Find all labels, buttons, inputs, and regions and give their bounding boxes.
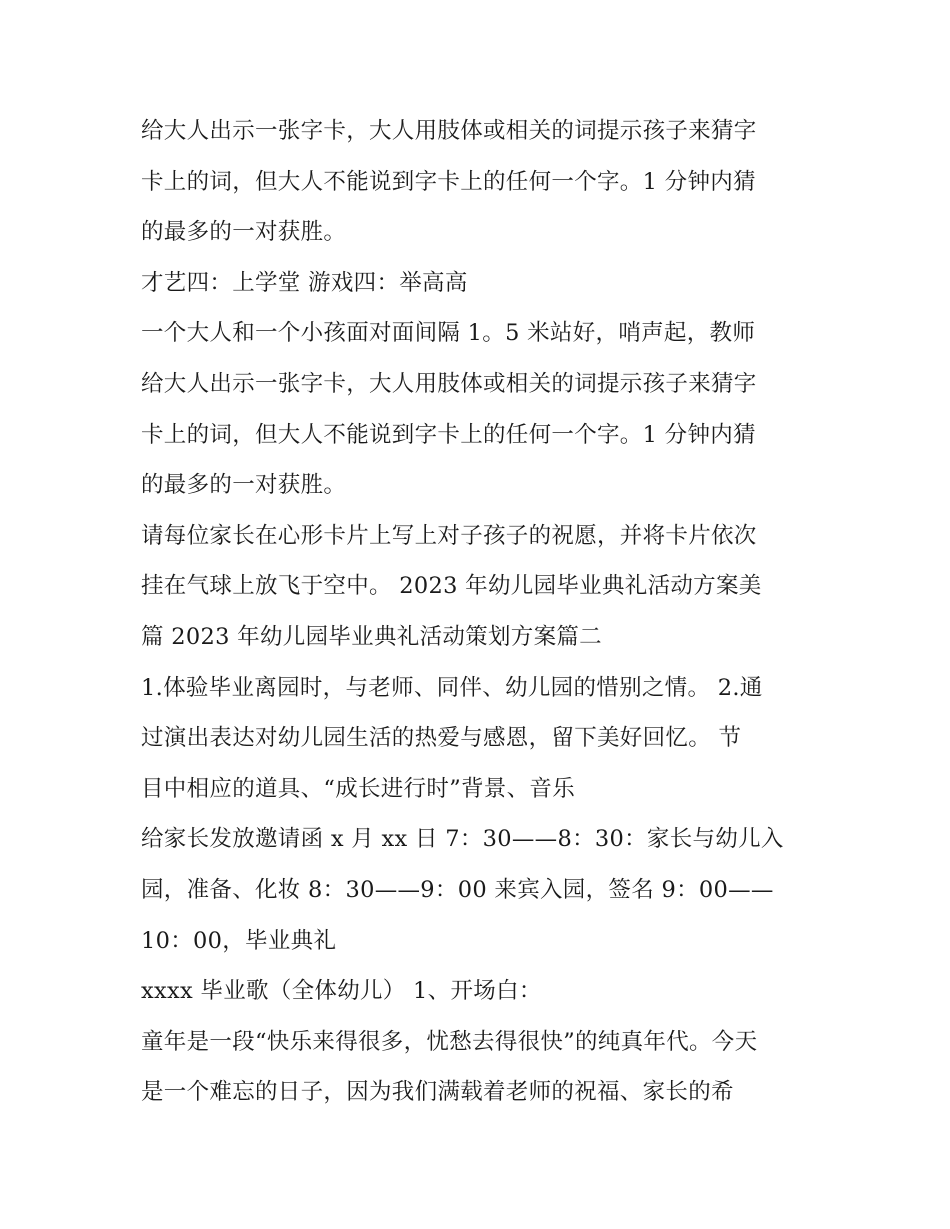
- text-line: 挂在气球上放飞于空中。 2023 年幼儿园毕业典礼活动方案美: [141, 573, 762, 600]
- section-heading: 才艺四：上学堂 游戏四：举高高: [141, 269, 468, 296]
- text-line: 给家长发放邀请函 x 月 xx 日 7：30——8：30：家长与幼儿入: [141, 826, 784, 853]
- text-line: 目中相应的道具、“成长进行时”背景、音乐: [141, 775, 576, 802]
- text-line: 的最多的一对获胜。: [141, 472, 347, 499]
- text-line: 童年是一段“快乐来得很多，忧愁去得很快”的纯真年代。今天: [141, 1028, 758, 1055]
- text-line: 篇 2023 年幼儿园毕业典礼活动策划方案篇二: [141, 623, 602, 650]
- text-line: 一个大人和一个小孩面对面间隔 1。5 米站好，哨声起，教师: [141, 320, 756, 347]
- document-body: [141, 106, 821, 1118]
- text-line: 的最多的一对获胜。: [141, 219, 347, 246]
- text-line: 卡上的词，但大人不能说到字卡上的任何一个字。1 分钟内猜: [141, 421, 756, 448]
- text-line: 是一个难忘的日子，因为我们满载着老师的祝福、家长的希: [141, 1079, 734, 1106]
- text-line: 卡上的词，但大人不能说到字卡上的任何一个字。1 分钟内猜: [141, 168, 756, 195]
- text-line: 给大人出示一张字卡，大人用肢体或相关的词提示孩子来猜字: [141, 370, 757, 397]
- text-line: 园，准备、化妆 8：30——9：00 来宾入园，签名 9：00——: [141, 876, 774, 903]
- text-line: 10：00，毕业典礼: [141, 927, 337, 954]
- text-line: xxxx 毕业歌（全体幼儿） 1、开场白：: [141, 978, 542, 1005]
- text-line: 给大人出示一张字卡，大人用肢体或相关的词提示孩子来猜字: [141, 118, 757, 144]
- text-line: 过演出表达对幼儿园生活的热爱与感恩，留下美好回忆。 节: [141, 725, 742, 752]
- text-line: 请每位家长在心形卡片上写上对子孩子的祝愿，并将卡片依次: [141, 522, 757, 549]
- text-line: 1.体验毕业离园时，与老师、同伴、幼儿园的惜别之情。 2.通: [141, 674, 763, 701]
